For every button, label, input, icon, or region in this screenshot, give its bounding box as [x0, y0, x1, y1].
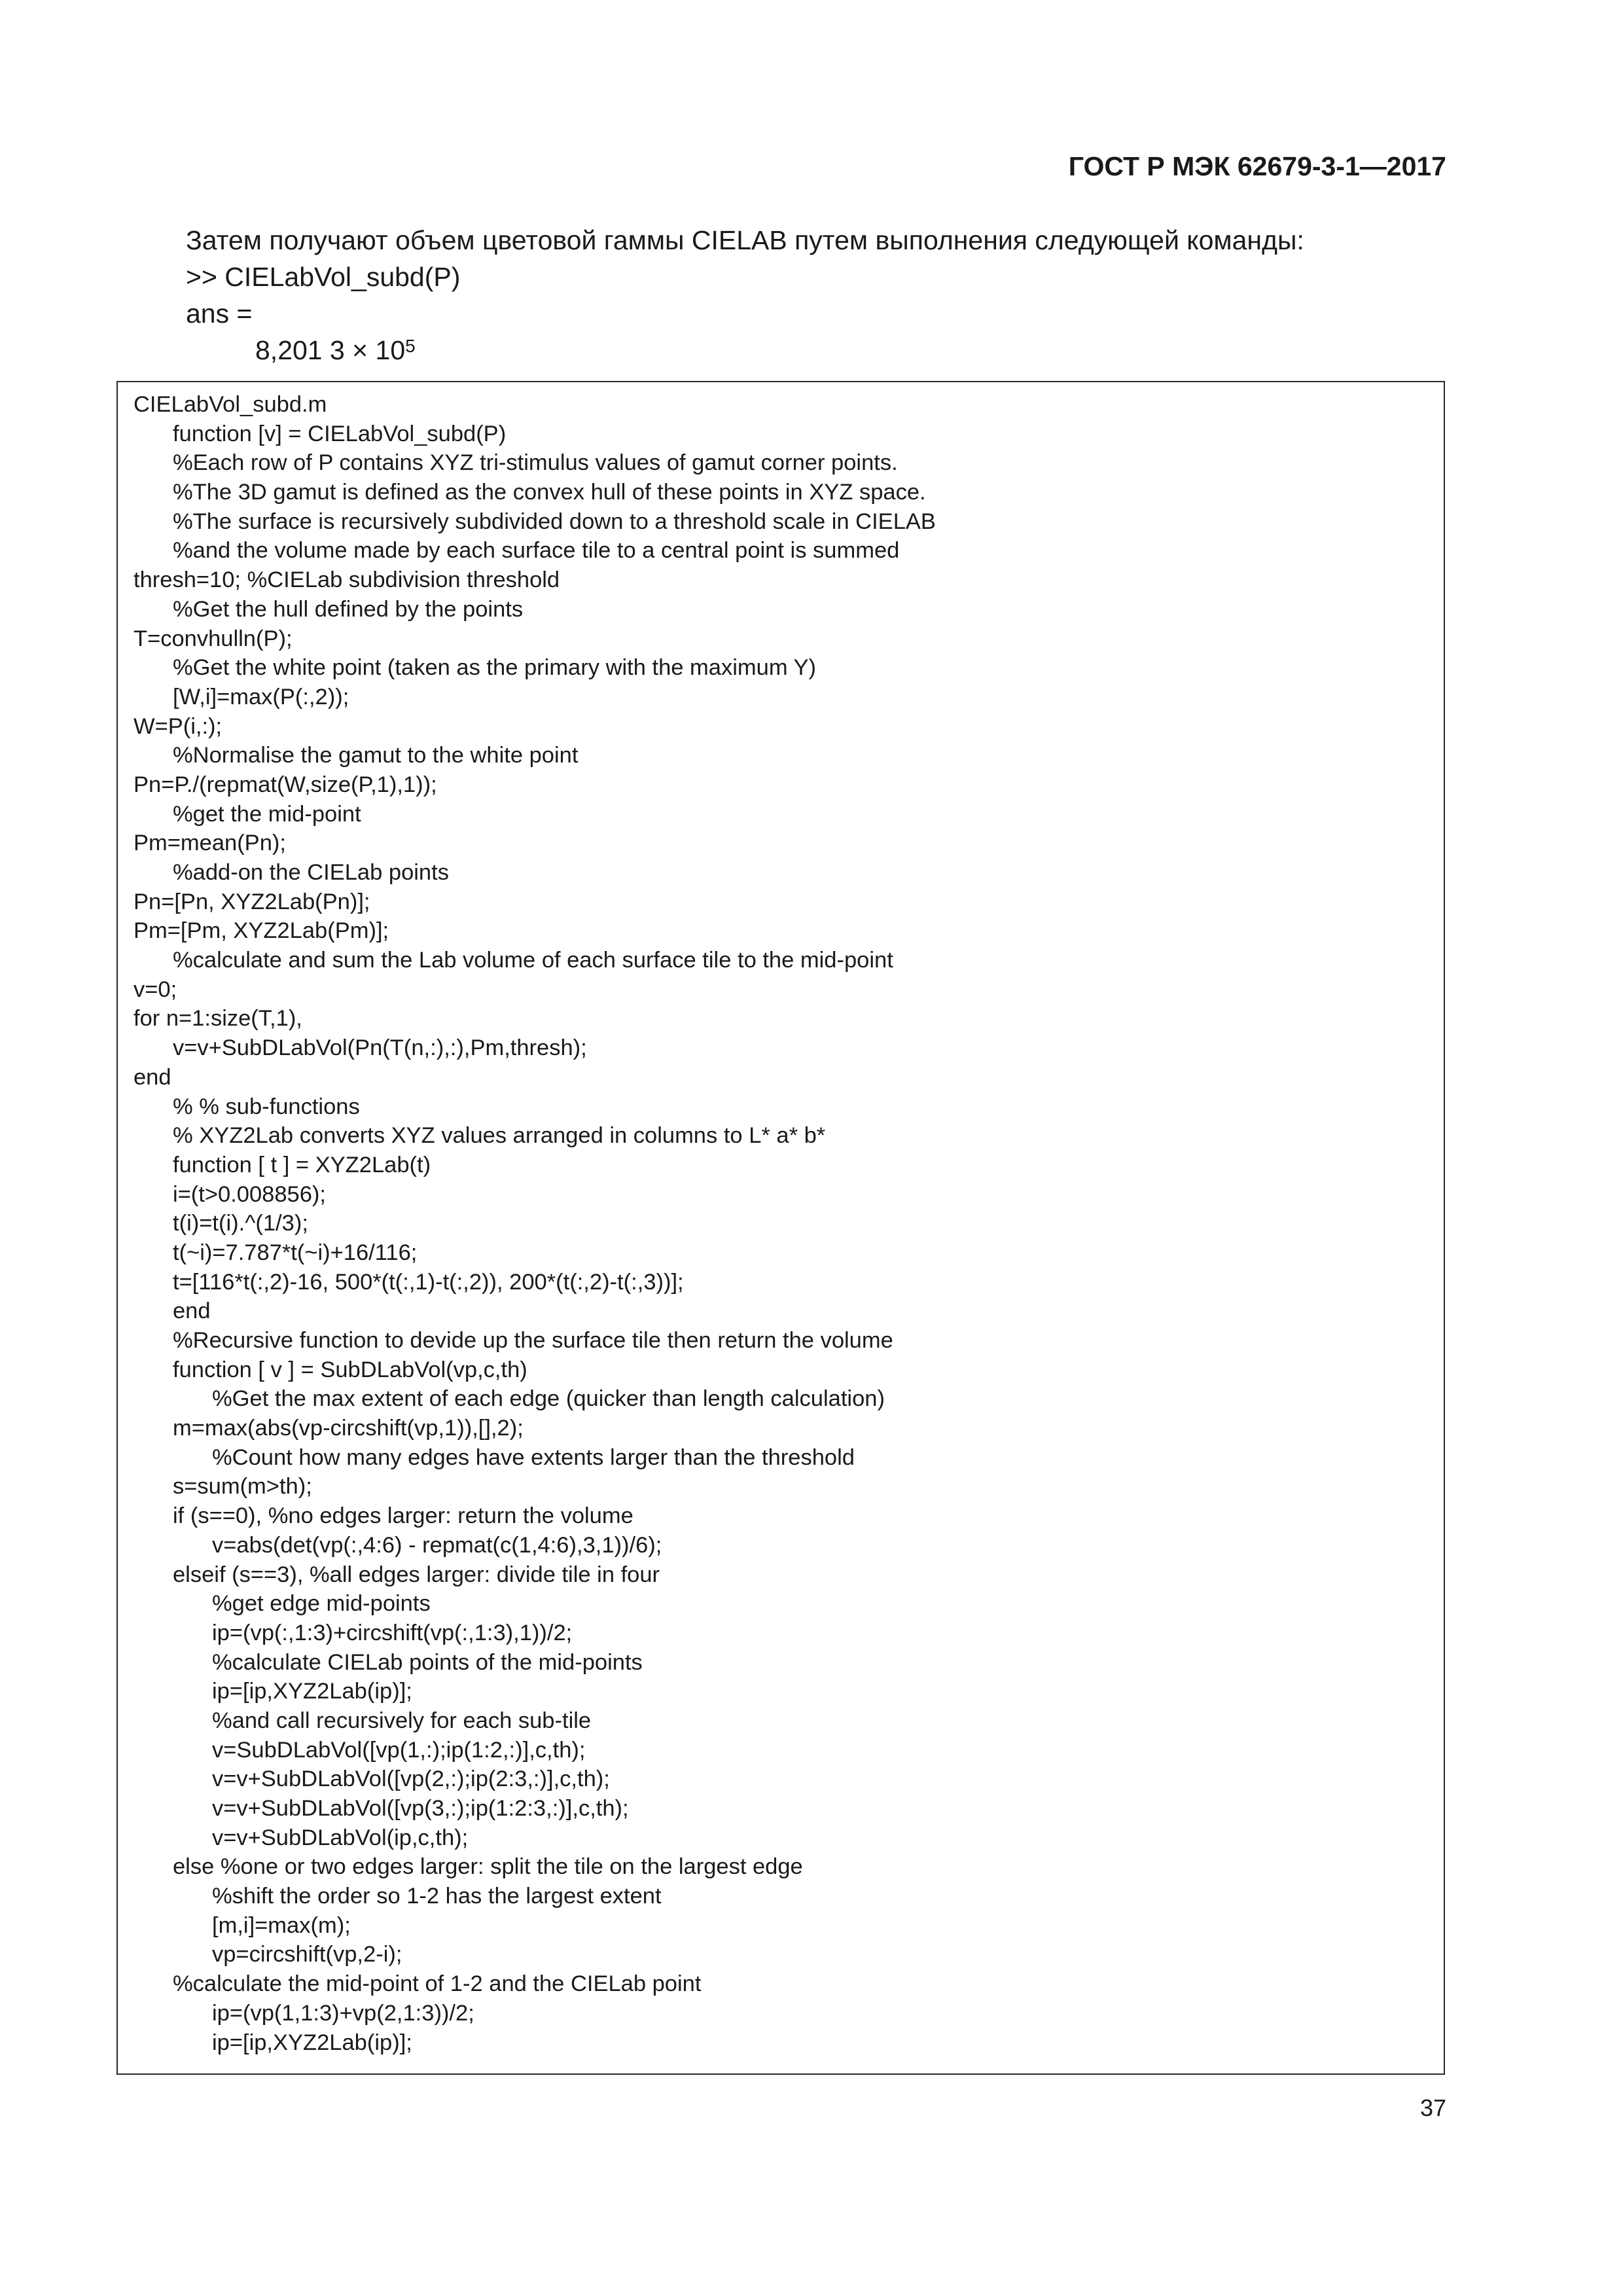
code-line: %get edge mid-points	[212, 1591, 431, 1617]
code-line: s=sum(m>th);	[173, 1474, 312, 1499]
result-value	[186, 332, 1462, 368]
code-line: %The 3D gamut is defined as the convex hull of these points in XYZ space.	[173, 480, 926, 505]
code-line: thresh=10; %CIELab subdivision threshold	[134, 567, 560, 593]
standard-designation: ГОСТ Р МЭК 62679-3-1—2017	[1068, 151, 1446, 181]
code-line: %Get the white point (taken as the primary with the maximum Y)	[173, 655, 817, 681]
code-line: vp=circshift(vp,2-i);	[212, 1942, 402, 1967]
result-mantissa: 8,201 3 × 10	[255, 335, 406, 365]
code-line: ip=(vp(1,1:3)+vp(2,1:3))/2;	[212, 2000, 474, 2026]
code-line: %Each row of P contains XYZ tri-stimulus values of gamut corner points.	[173, 450, 898, 476]
ans-label: ans =	[186, 298, 253, 329]
code-line: m=max(abs(vp-circshift(vp,1)),[],2);	[173, 1416, 524, 1441]
code-line: [m,i]=max(m);	[212, 1912, 351, 1938]
code-listing-box	[116, 381, 1445, 2075]
code-line: end	[173, 1299, 211, 1324]
code-line: %shift the order so 1-2 has the largest extent	[212, 1884, 662, 1909]
code-line: CIELabVol_subd.m	[134, 392, 327, 417]
intro-section	[186, 222, 1462, 368]
code-line: %add-on the CIELab points	[173, 860, 449, 885]
code-line: Pm=mean(Pn);	[134, 831, 286, 856]
code-line: % XYZ2Lab converts XYZ values arranged in columns to L* a* b*	[173, 1123, 826, 1149]
code-line: elseif (s==3), %all edges larger: divide tile in four	[173, 1562, 660, 1587]
code-line: end	[134, 1064, 171, 1090]
code-line: v=v+SubDLabVol([vp(2,:);ip(2:3,:)],c,th);	[212, 1767, 610, 1792]
code-line: v=SubDLabVol([vp(1,:);ip(1:2,:)],c,th);	[212, 1737, 586, 1763]
code-line: %calculate and sum the Lab volume of each surface tile to the mid-point	[173, 948, 893, 973]
code-line: i=(t>0.008856);	[173, 1181, 327, 1207]
code-line: v=v+SubDLabVol(Pn(T(n,:),:),Pm,thresh);	[173, 1035, 587, 1061]
code-line: t=[116*t(:,2)-16, 500*(t(:,1)-t(:,2)), 200*(t(:,2)-t(:,3))];	[173, 1269, 684, 1295]
code-line: W=P(i,:);	[134, 713, 223, 739]
code-line: %Normalise the gamut to the white point	[173, 743, 579, 768]
code-line: function [ t ] = XYZ2Lab(t)	[173, 1152, 431, 1177]
code-line: %calculate CIELab points of the mid-points	[212, 1649, 643, 1675]
code-line: if (s==0), %no edges larger: return the volume	[173, 1503, 633, 1529]
code-line: %and the volume made by each surface tile to a central point is summed	[173, 538, 900, 564]
code-line: v=abs(det(vp(:,4:6) - repmat(c(1,4:6),3,1))/6);	[212, 1532, 662, 1558]
code-line: function [v] = CIELabVol_subd(P)	[173, 421, 507, 446]
result-exponent: 5	[405, 336, 416, 356]
code-line: Pm=[Pm, XYZ2Lab(Pm)];	[134, 918, 389, 944]
code-line: %and call recursively for each sub-tile	[212, 1708, 592, 1733]
code-line: %Get the hull defined by the points	[173, 596, 524, 622]
code-line: t(i)=t(i).^(1/3);	[173, 1211, 308, 1236]
code-line: %Count how many edges have extents larger than the threshold	[212, 1444, 855, 1470]
code-line: ip=[ip,XYZ2Lab(ip)];	[212, 1679, 412, 1704]
code-line: t(~i)=7.787*t(~i)+16/116;	[173, 1240, 418, 1265]
command-line: >> CIELabVol_subd(P)	[186, 262, 461, 292]
intro-text: Затем получают объем цветовой гаммы CIELAB путем выполнения следующей команды:	[186, 225, 1304, 255]
code-line: Pn=P./(repmat(W,size(P,1),1));	[134, 772, 437, 797]
code-line: T=convhulln(P);	[134, 626, 293, 651]
code-line: ip=(vp(:,1:3)+circshift(vp(:,1:3),1))/2;	[212, 1620, 573, 1645]
code-line: %get the mid-point	[173, 801, 361, 827]
code-line: %The surface is recursively subdivided down to a threshold scale in CIELAB	[173, 509, 936, 534]
code-line: v=0;	[134, 977, 177, 1002]
code-line: else %one or two edges larger: split the tile on the largest edge	[173, 1854, 803, 1880]
page-number: 37	[1419, 2094, 1446, 2121]
code-line: % % sub-functions	[173, 1094, 360, 1119]
code-line: ip=[ip,XYZ2Lab(ip)];	[212, 2030, 412, 2055]
code-line: Pn=[Pn, XYZ2Lab(Pn)];	[134, 889, 370, 914]
code-line: function [ v ] = SubDLabVol(vp,c,th)	[173, 1357, 527, 1382]
code-line: %Get the max extent of each edge (quicker than length calculation)	[212, 1386, 885, 1412]
code-line: [W,i]=max(P(:,2));	[173, 684, 349, 709]
code-line: %calculate the mid-point of 1-2 and the CIELab point	[173, 1971, 702, 1997]
code-line: for n=1:size(T,1),	[134, 1006, 302, 1031]
code-line: %Recursive function to devide up the surface tile then return the volume	[173, 1328, 893, 1353]
code-line: v=v+SubDLabVol([vp(3,:);ip(1:2:3,:)],c,th);	[212, 1796, 629, 1821]
code-line: v=v+SubDLabVol(ip,c,th);	[212, 1825, 469, 1850]
